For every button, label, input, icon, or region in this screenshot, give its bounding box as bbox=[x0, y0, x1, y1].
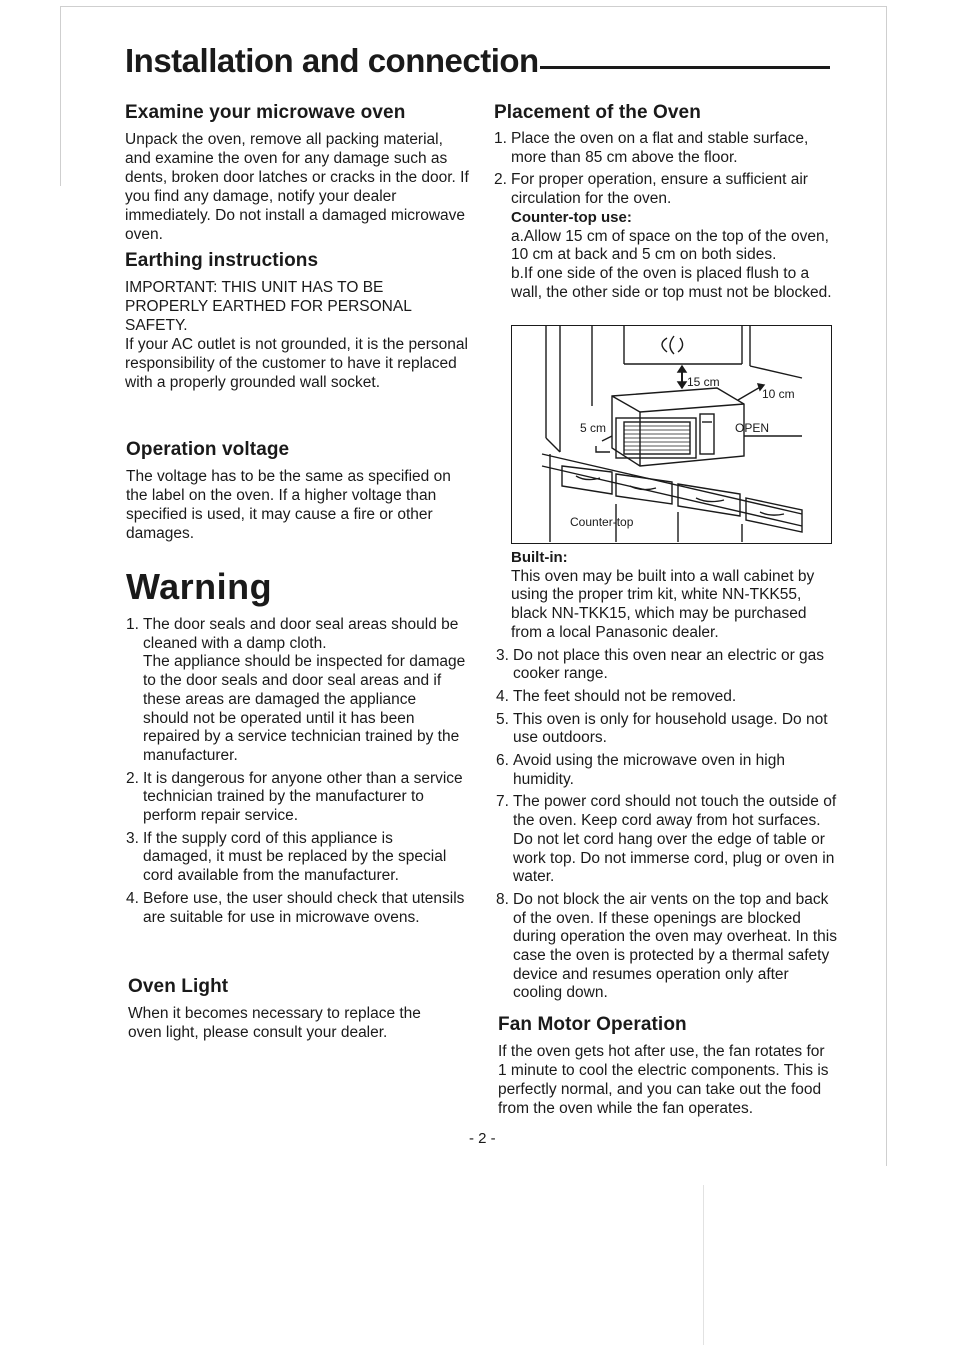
warning-list bbox=[126, 616, 466, 927]
label-countertop: Counter-top bbox=[570, 515, 634, 529]
warning-heading: Warning bbox=[126, 566, 273, 607]
examine-heading: Examine your microwave oven bbox=[125, 102, 406, 123]
oven-clearance-figure bbox=[511, 325, 832, 544]
fan-heading: Fan Motor Operation bbox=[498, 1014, 687, 1035]
scan-border-right bbox=[886, 6, 887, 1166]
label-10cm: 10 cm bbox=[762, 387, 795, 401]
voltage-heading: Operation voltage bbox=[126, 439, 290, 460]
earthing-important: IMPORTANT: THIS UNIT HAS TO BE PROPERLY EARTHED FOR PERSONAL SAFETY. bbox=[125, 279, 412, 334]
oven-illustration bbox=[512, 326, 830, 542]
placement-item: 6. Avoid using the microwave oven in high humidity. bbox=[496, 752, 785, 788]
oven-light-section bbox=[128, 976, 458, 1042]
earthing-body: If your AC outlet is not grounded, it is the personal responsibility of the customer to have it replaced with a properly grounded wall socket. bbox=[125, 336, 468, 391]
placement-heading: Placement of the Oven bbox=[494, 102, 701, 123]
warning-section bbox=[126, 566, 466, 931]
label-15cm: 15 cm bbox=[687, 375, 720, 389]
fan-body: If the oven gets hot after use, the fan rotates for 1 minute to cool the electric components. This is perfectly normal, and you can take out the food from the oven while the fan operates. bbox=[498, 1043, 829, 1117]
builtin-body: This oven may be built into a wall cabinet by using the proper trim kit, white NN-TKK55, black NN-TKK15, which may be purchased from a local Panasonic dealer. bbox=[511, 567, 815, 641]
placement-item: 8. Do not block the air vents on the top and back of the oven. If these openings are blocked during operation the oven may overheat. In this case the oven is protected by a thermal safety device and resumes operation only after cooling down. bbox=[496, 890, 837, 1002]
fan-section bbox=[498, 1014, 833, 1118]
page-number: - 2 - bbox=[469, 1130, 496, 1147]
oven-light-heading: Oven Light bbox=[128, 976, 229, 997]
label-5cm: 5 cm bbox=[580, 421, 607, 435]
warning-item: 4. Before use, the user should check that utensils are suitable for use in microwave ovens. bbox=[126, 889, 465, 926]
warning-item: 1. The door seals and door seal areas should be cleaned with a damp cloth. The appliance should be inspected for damage to the door seals and door seal areas and if these areas are damaged the appliance should not be operated until it has been repaired by a service technician trained by the manufacturer. bbox=[126, 616, 466, 764]
placement-item: 1. Place the oven on a flat and stable surface, more than 85 cm above the floor. bbox=[494, 130, 809, 166]
builtin-section bbox=[496, 549, 841, 1007]
label-open: OPEN bbox=[735, 421, 770, 435]
scan-line-lower bbox=[703, 1185, 704, 1345]
voltage-section bbox=[126, 439, 471, 543]
earthing-section bbox=[125, 250, 470, 392]
warning-item: 3. If the supply cord of this appliance is damaged, it must be replaced by the special cord available from the manufacturer. bbox=[126, 829, 447, 885]
placement-item: 3. Do not place this oven near an electric or gas cooker range. bbox=[496, 646, 825, 683]
placement-item: 7. The power cord should not touch the outside of the oven. Keep cord away from hot surfaces. Do not let cord hang over the edge of table or work top. Do not immerse cord, plug or oven in water. bbox=[496, 793, 837, 886]
countertop-heading: Counter-top use: bbox=[511, 208, 632, 226]
placement-item: 2. For proper operation, ensure a sufficient air circulation for the oven. Counter-top use: a.Allow 15 cm of space on the top of the oven, 10 cm at back and 5 cm on both sides. b.If one side of the oven is placed flush to a wall, the other side or top must not be blocked. bbox=[494, 171, 844, 302]
placement-section bbox=[494, 102, 844, 306]
placement-list-top bbox=[494, 130, 844, 302]
warning-item: 2. It is dangerous for anyone other than a service technician trained by the manufacturer to perform repair service. bbox=[126, 769, 463, 825]
voltage-body: The voltage has to be the same as specified on the label on the oven. If a higher voltage than specified is used, it may cause a fire or other damages. bbox=[126, 468, 451, 542]
earthing-heading: Earthing instructions bbox=[125, 250, 319, 271]
countertop-a: a.Allow 15 cm of space on the top of the oven, 10 cm at back and 5 cm on both sides. bbox=[511, 227, 829, 264]
oven-light-body: When it becomes necessary to replace the oven light, please consult your dealer. bbox=[128, 1005, 421, 1041]
placement-list-bottom bbox=[496, 647, 841, 1004]
placement-item: 4. The feet should not be removed. bbox=[496, 687, 737, 705]
examine-body: Unpack the oven, remove all packing material, and examine the oven for any damage such as dents, broken door latches or cracks in the door. If you find any damage, notify your dealer immediately. Do not install a damaged microwave oven. bbox=[125, 131, 469, 243]
scan-border-left bbox=[60, 6, 61, 186]
builtin-heading: Built-in: bbox=[511, 549, 568, 566]
title-rule bbox=[540, 66, 830, 69]
examine-section bbox=[125, 102, 470, 244]
page-title: Installation and connection bbox=[125, 42, 539, 79]
countertop-b: b.If one side of the oven is placed flush to a wall, the other side or top must not be blocked. bbox=[511, 264, 832, 301]
placement-item: 5. This oven is only for household usage. Do not use outdoors. bbox=[496, 710, 828, 747]
scan-border-top bbox=[60, 6, 886, 7]
